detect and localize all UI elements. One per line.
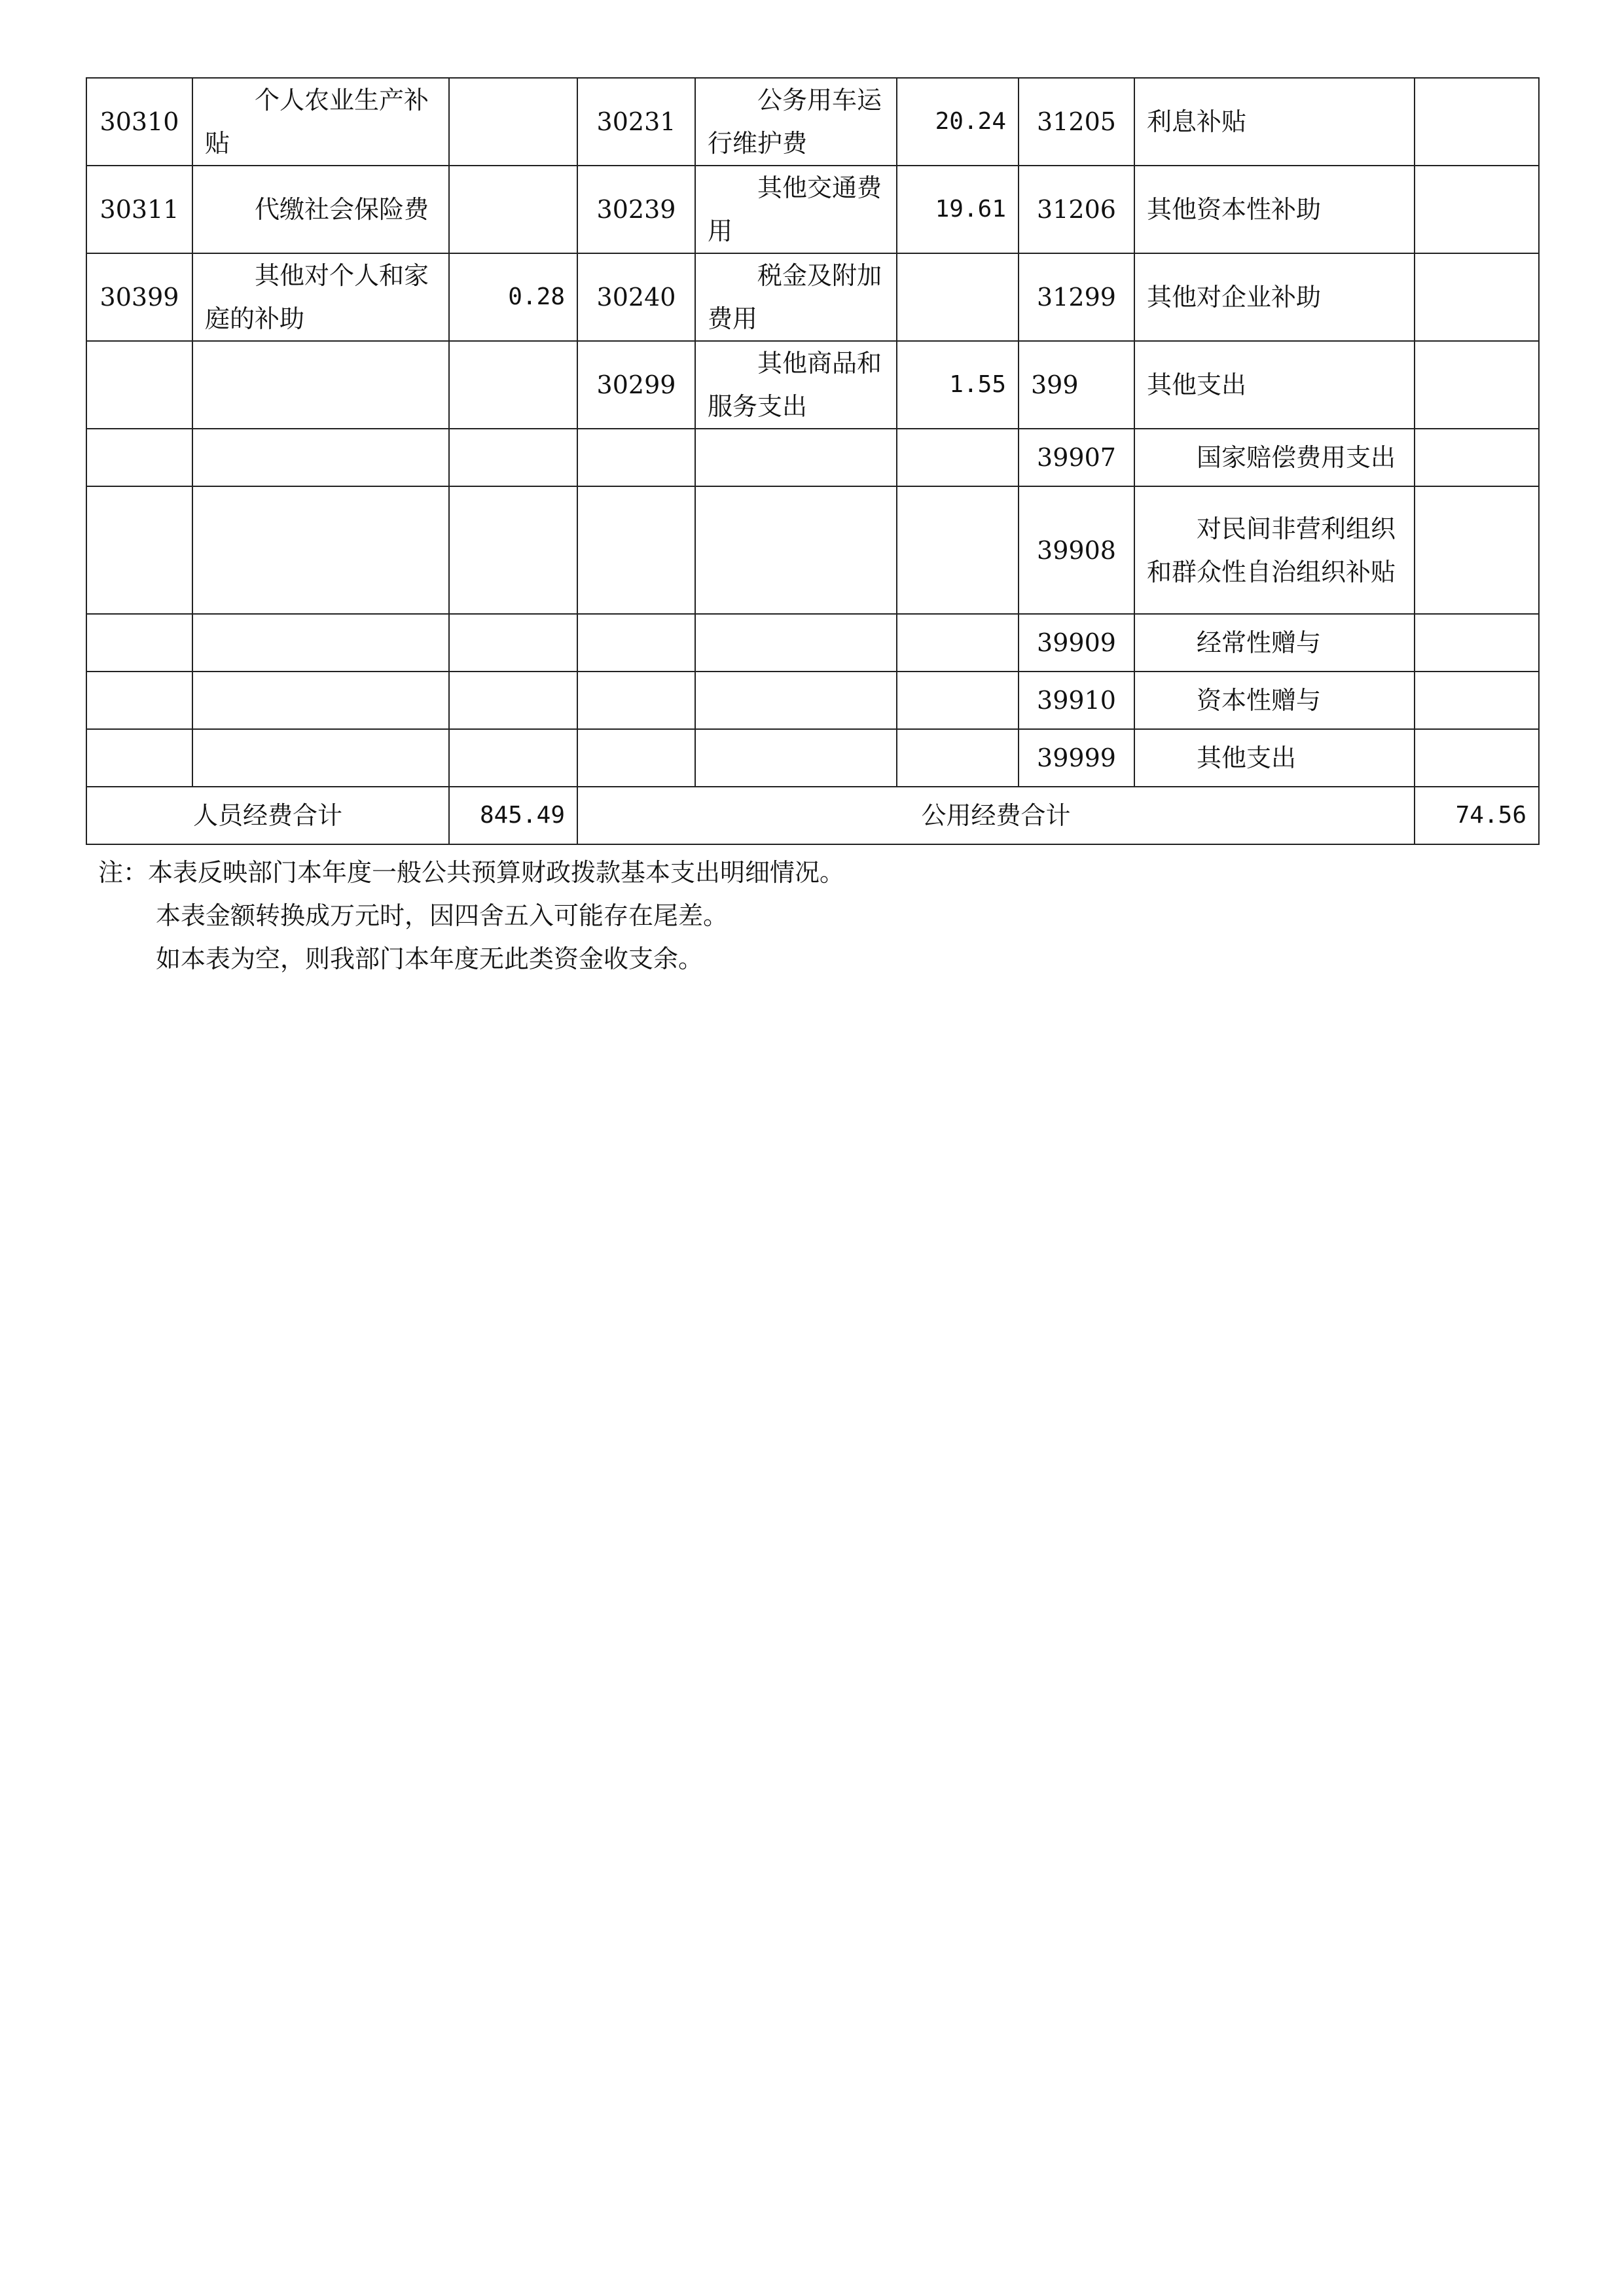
econ-item-cell: 经常性赠与	[1134, 614, 1415, 672]
econ-code-cell	[577, 429, 695, 486]
amount-cell	[1415, 78, 1539, 166]
econ-item-cell	[192, 341, 449, 429]
amount-cell	[1415, 672, 1539, 729]
table-notes	[98, 851, 844, 980]
econ-code-cell	[86, 341, 192, 429]
public-total-label: 公用经费合计	[577, 787, 1415, 844]
amount-cell	[1415, 614, 1539, 672]
econ-item-cell	[192, 729, 449, 787]
amount-cell	[449, 486, 577, 614]
amount-cell	[1415, 253, 1539, 341]
econ-item-cell	[192, 429, 449, 486]
econ-code-cell: 31205	[1019, 78, 1134, 166]
amount-cell	[449, 614, 577, 672]
totals-row	[86, 787, 1539, 844]
econ-item-cell: 个人农业生产补贴	[192, 78, 449, 166]
amount-cell	[897, 253, 1019, 341]
econ-code-cell	[577, 729, 695, 787]
table-row	[86, 614, 1539, 672]
amount-cell	[1415, 486, 1539, 614]
table-row	[86, 729, 1539, 787]
amount-cell	[449, 341, 577, 429]
amount-cell: 19.61	[897, 166, 1019, 253]
personnel-total-value: 845.49	[449, 787, 577, 844]
econ-item-cell	[192, 672, 449, 729]
basic-expenditure-table	[86, 77, 1540, 845]
econ-item-cell	[695, 486, 897, 614]
note-line: 本表金额转换成万元时，因四舍五入可能存在尾差。	[156, 901, 729, 930]
table-row	[86, 166, 1539, 253]
econ-item-cell	[695, 729, 897, 787]
econ-item-cell: 其他对企业补助	[1134, 253, 1415, 341]
econ-code-cell	[577, 614, 695, 672]
econ-item-cell: 其他支出	[1134, 341, 1415, 429]
econ-item-cell: 其他商品和服务支出	[695, 341, 897, 429]
public-total-value: 74.56	[1415, 787, 1539, 844]
econ-code-cell: 30231	[577, 78, 695, 166]
econ-code-cell: 30399	[86, 253, 192, 341]
amount-cell	[897, 672, 1019, 729]
econ-code-cell	[86, 614, 192, 672]
note-line: 注：本表反映部门本年度一般公共预算财政拨款基本支出明细情况。	[98, 858, 845, 887]
note-line: 如本表为空，则我部门本年度无此类资金收支余。	[156, 944, 704, 973]
econ-item-cell	[695, 429, 897, 486]
econ-item-cell: 利息补贴	[1134, 78, 1415, 166]
econ-code-cell: 39907	[1019, 429, 1134, 486]
amount-cell	[1415, 341, 1539, 429]
econ-item-cell: 其他对个人和家庭的补助	[192, 253, 449, 341]
econ-code-cell	[86, 672, 192, 729]
amount-cell	[449, 166, 577, 253]
amount-cell	[897, 614, 1019, 672]
econ-item-cell: 税金及附加费用	[695, 253, 897, 341]
econ-item-cell: 其他资本性补助	[1134, 166, 1415, 253]
amount-cell	[1415, 166, 1539, 253]
amount-cell	[1415, 429, 1539, 486]
amount-cell	[449, 729, 577, 787]
amount-cell: 0.28	[449, 253, 577, 341]
econ-code-cell: 31299	[1019, 253, 1134, 341]
econ-code-cell: 39910	[1019, 672, 1134, 729]
econ-code-cell	[577, 672, 695, 729]
econ-code-cell: 39999	[1019, 729, 1134, 787]
econ-item-cell	[695, 614, 897, 672]
econ-code-cell	[577, 486, 695, 614]
econ-item-cell: 公务用车运行维护费	[695, 78, 897, 166]
amount-cell	[449, 672, 577, 729]
amount-cell: 20.24	[897, 78, 1019, 166]
amount-cell	[897, 486, 1019, 614]
table-row	[86, 672, 1539, 729]
table-row	[86, 253, 1539, 341]
table-row	[86, 78, 1539, 166]
econ-code-cell: 31206	[1019, 166, 1134, 253]
econ-code-cell	[86, 729, 192, 787]
econ-item-cell: 对民间非营利组织和群众性自治组织补贴	[1134, 486, 1415, 614]
amount-cell	[897, 429, 1019, 486]
amount-cell	[449, 429, 577, 486]
econ-code-cell: 39908	[1019, 486, 1134, 614]
econ-item-cell: 资本性赠与	[1134, 672, 1415, 729]
table-row	[86, 429, 1539, 486]
econ-item-cell	[695, 672, 897, 729]
econ-code-cell: 39909	[1019, 614, 1134, 672]
amount-cell	[449, 78, 577, 166]
econ-item-cell: 其他支出	[1134, 729, 1415, 787]
econ-code-cell: 30311	[86, 166, 192, 253]
econ-code-cell	[86, 429, 192, 486]
econ-item-cell: 代缴社会保险费	[192, 166, 449, 253]
table-row	[86, 486, 1539, 614]
econ-code-cell: 399	[1019, 341, 1134, 429]
amount-cell	[1415, 729, 1539, 787]
econ-item-cell	[192, 614, 449, 672]
amount-cell	[897, 729, 1019, 787]
econ-code-cell: 30239	[577, 166, 695, 253]
econ-code-cell: 30299	[577, 341, 695, 429]
econ-item-cell	[192, 486, 449, 614]
table-row	[86, 341, 1539, 429]
amount-cell: 1.55	[897, 341, 1019, 429]
econ-code-cell	[86, 486, 192, 614]
econ-code-cell: 30240	[577, 253, 695, 341]
personnel-total-label: 人员经费合计	[86, 787, 449, 844]
econ-item-cell: 国家赔偿费用支出	[1134, 429, 1415, 486]
econ-item-cell: 其他交通费用	[695, 166, 897, 253]
econ-code-cell: 30310	[86, 78, 192, 166]
